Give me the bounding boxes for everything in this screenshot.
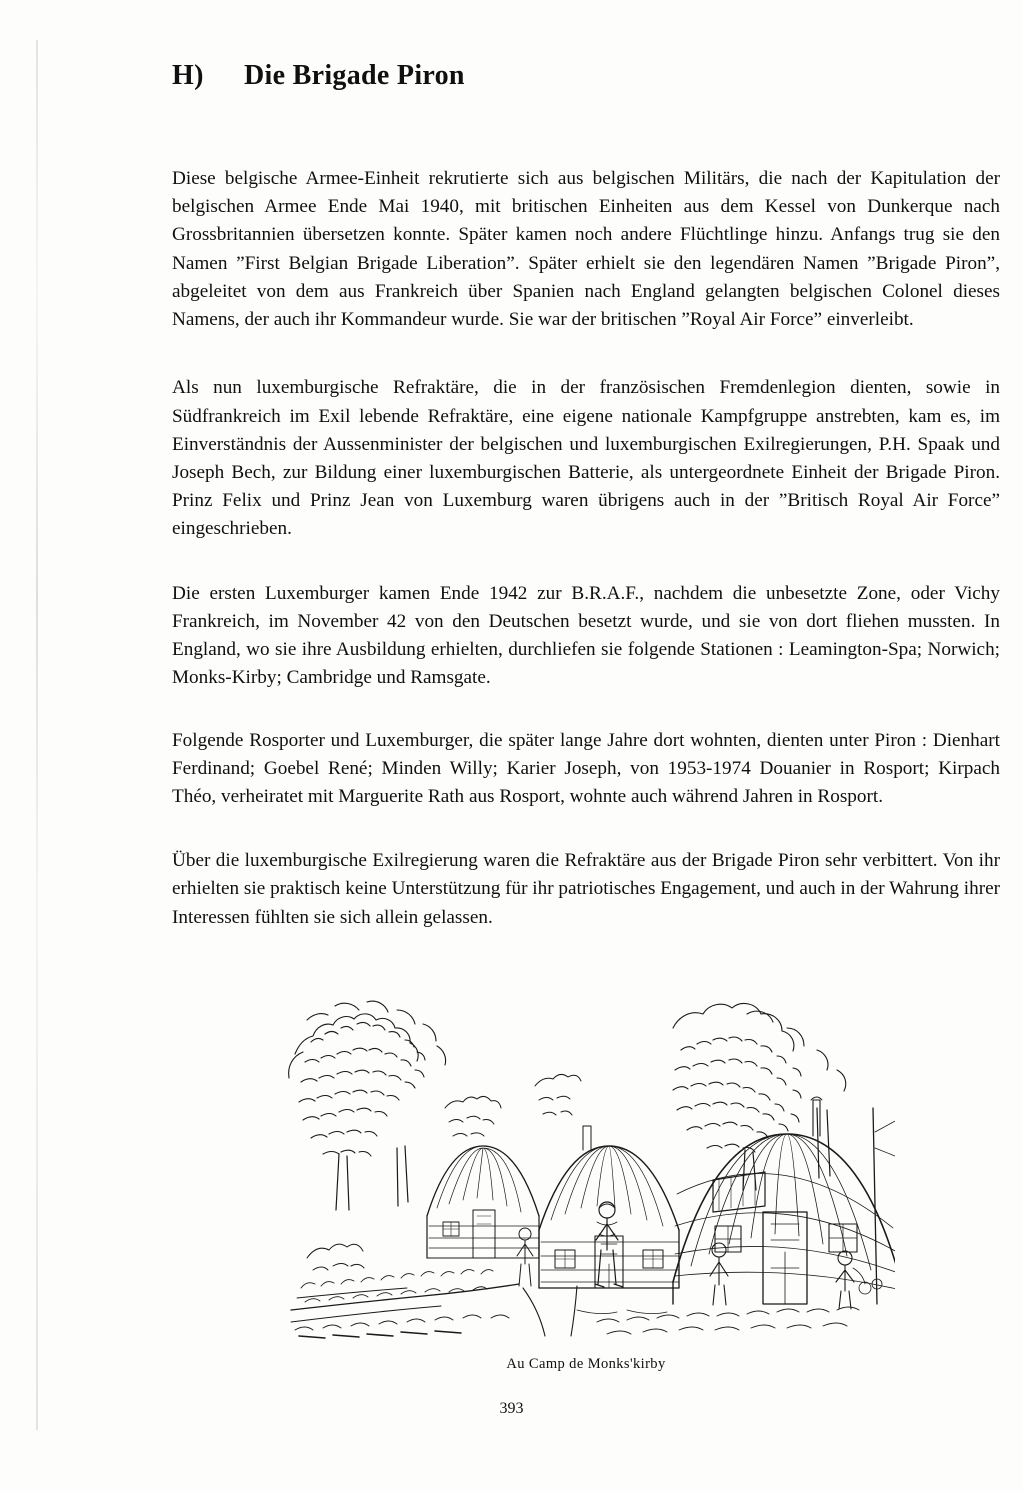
scan-edge-artifact bbox=[36, 40, 38, 1430]
figure-illustration bbox=[277, 958, 895, 1342]
page-content bbox=[172, 0, 1000, 1373]
section-label: H) bbox=[172, 60, 204, 91]
page-number: 393 bbox=[499, 1400, 524, 1417]
page-title bbox=[172, 0, 1000, 92]
section-title-text: Die Brigade Piron bbox=[244, 60, 465, 91]
paragraph-4: Folgende Rosporter und Luxemburger, die später lange Jahre dort wohnten, dienten unter Piron : Dienhart Ferdinand; Goebel René; Minden Willy; Karier Joseph, von 1953-1974 Douanier in Rosport; Kirpach Théo, verheiratet mit Marguerite Rath aus Rosport, wohnte auch während Jahren in Rosport. bbox=[172, 729, 1000, 807]
figure-block bbox=[172, 958, 1000, 1373]
figure-caption: Au Camp de Monks'kirby bbox=[506, 1355, 666, 1372]
paragraph-1: Diese belgische Armee-Einheit rekrutierte sich aus belgischen Militärs, die nach der Kapitulation der belgischen Armee Ende Mai 1940, mit britischen Einheiten aus dem Kessel von Dunkerque nach Grossbritannien übersetzen konnte. Später kamen noch andere Flüchtlinge hinzu. Anfangs trug sie den Namen ”First Belgian Brigade Liberation”. Später erhielt sie den legendären Namen ”Brigade Piron”, abgeleitet von dem aus Frankreich über Spanien nach England gelangten belgischen Colonel dieses Namens, der auch ihr Kommandeur wurde. Sie war der britischen ”Royal Air Force” einverleibt. bbox=[172, 168, 1000, 331]
paragraph-3: Die ersten Luxemburger kamen Ende 1942 zur B.R.A.F., nachdem die unbesetzte Zone, oder Vichy Frankreich, im November 42 von den Deutschen besetzt wurde, und sie von dort fliehen mussten. In England, wo sie ihre Ausbildung erhielten, durchliefen sie folgende Stationen : Leamington-Spa; Norwich; Monks-Kirby; Cambridge und Ramsgate. bbox=[172, 582, 1000, 689]
paragraph-2: Als nun luxemburgische Refraktäre, die in der französischen Fremdenlegion dienten, sowie in Südfrankreich im Exil lebende Refraktäre, eine eigene nationale Kampfgruppe anstrebten, kam es, im Einverständnis der Aussenminister der belgischen und luxemburgischen Exilregierungen, P.H. Spaak und Joseph Bech, zur Bildung einer luxemburgischen Batterie, als untergeordnete Einheit der Brigade Piron. Prinz Felix und Prinz Jean von Luxemburg waren übrigens auch in der ”Britisch Royal Air Force” eingeschrieben. bbox=[172, 377, 1000, 540]
paragraph-5: Über die luxemburgische Exilregierung waren die Refraktäre aus der Brigade Piron sehr verbittert. Von ihr erhielten sie praktisch keine Unterstützung für ihr patriotisches Engagement, und auch in der Wahrung ihrer Interessen fühlten sie sich allein gelassen. bbox=[172, 850, 1000, 928]
